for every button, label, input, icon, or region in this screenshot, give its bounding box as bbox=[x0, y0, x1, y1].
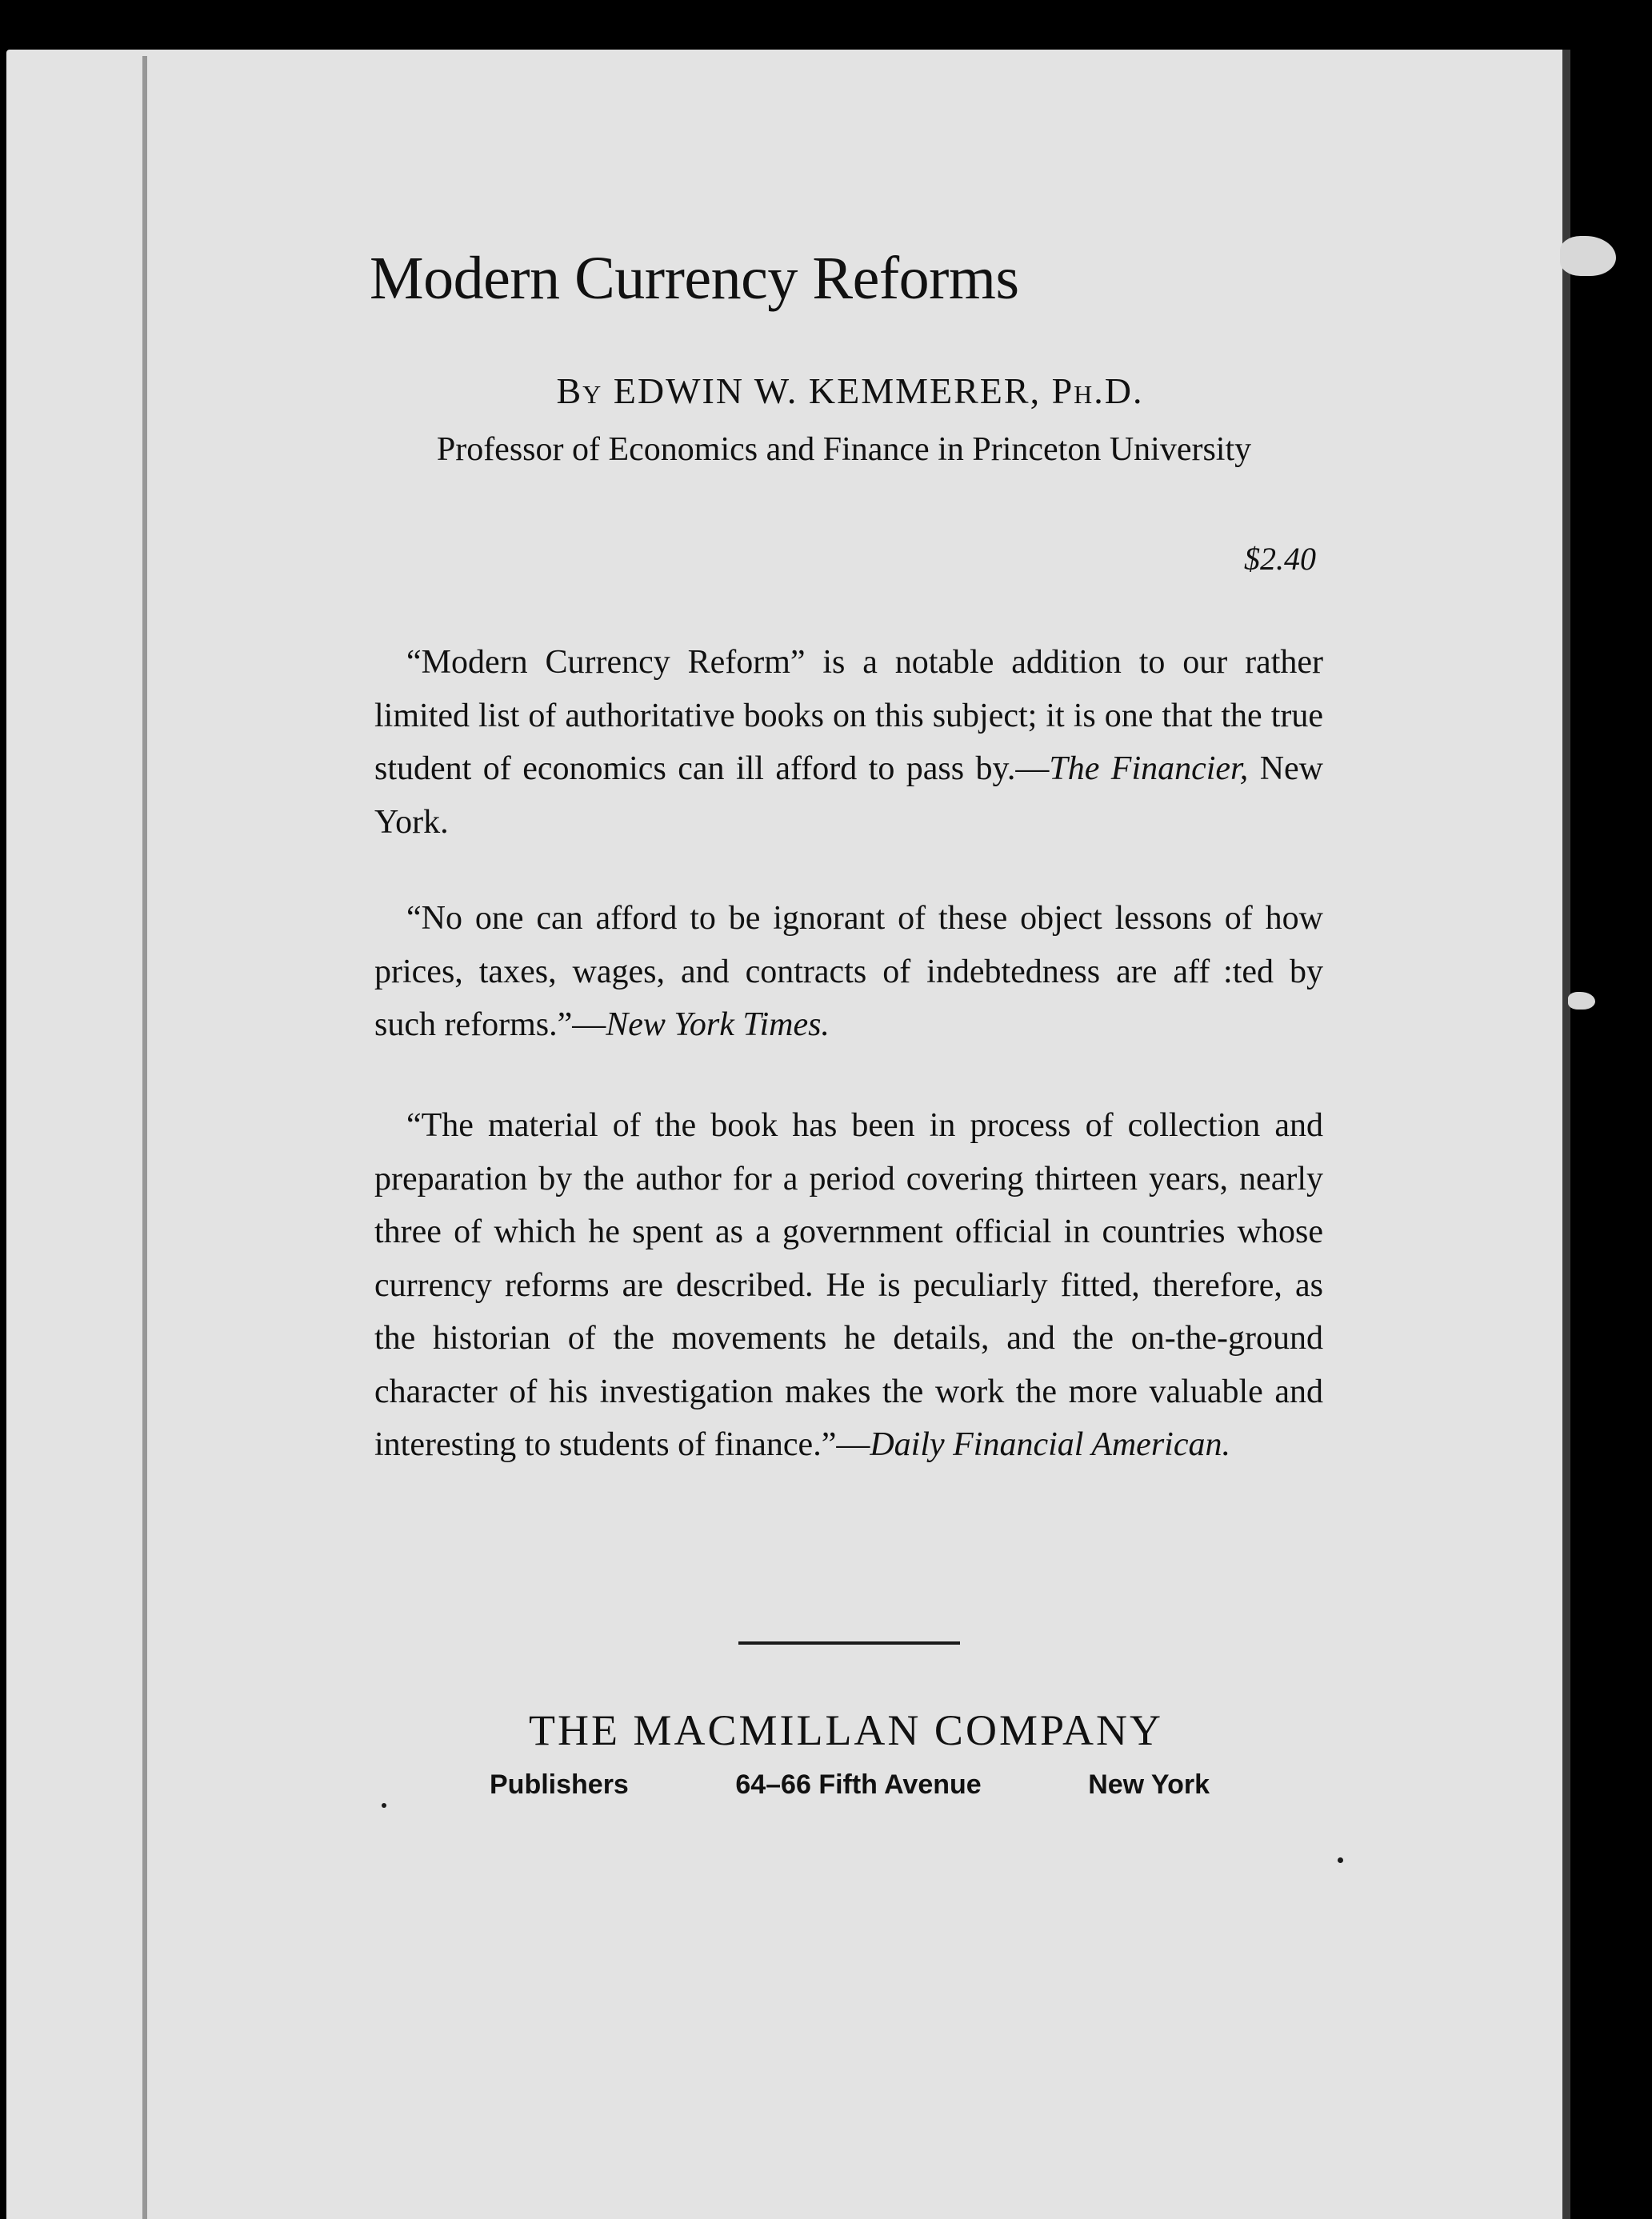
ink-speck bbox=[1338, 1857, 1343, 1863]
book-title: Modern Currency Reforms bbox=[370, 245, 1019, 312]
author-degree: Ph.D. bbox=[1051, 370, 1144, 411]
review-source-suffix: New York. bbox=[374, 750, 1323, 841]
author-affiliation: Professor of Economics and Finance in Princeton University bbox=[436, 431, 1252, 468]
publisher-name: THE MACMILLAN COMPANY bbox=[528, 1706, 1164, 1754]
page-edge-tear bbox=[1568, 992, 1595, 1010]
publisher-city: New York bbox=[1088, 1769, 1210, 1800]
review-text: “Modern Currency Reform” is a notable addition to our rather limited list of authoritative books on this subject; it is one that the true student of economics can ill afford to pass by.— bbox=[374, 644, 1323, 787]
review-text: “The material of the book has been in process of collection and preparation by the author for a period covering thirteen years, nearly three of which he spent as a government official in countries whose currency reforms are described. He is peculiarly fitted, therefore, as the historian of the movements he details, and the on-the-ground character of his investigation makes the work the more valuable and interesting to students of finance.”— bbox=[374, 1107, 1323, 1463]
author-byline bbox=[0, 370, 1652, 412]
review-daily-financial-american bbox=[374, 1099, 1323, 1472]
review-financier bbox=[374, 636, 1323, 849]
publisher-address: 64–66 Fifth Avenue bbox=[735, 1769, 982, 1800]
by-prefix: By bbox=[556, 370, 603, 411]
review-source: Daily Financial American. bbox=[870, 1426, 1230, 1463]
section-divider bbox=[738, 1641, 960, 1645]
page-edge-tear bbox=[1560, 236, 1616, 276]
review-text: “No one can afford to be ignorant of these object lessons of how prices, taxes, wages, and contracts of indebtedness are aff :ted by such reforms.”— bbox=[374, 900, 1323, 1043]
book-price: $2.40 bbox=[1244, 541, 1316, 577]
review-source: The Financier, bbox=[1049, 750, 1249, 787]
publisher-details bbox=[490, 1769, 1210, 1801]
publisher-label: Publishers bbox=[490, 1769, 629, 1800]
ink-speck bbox=[382, 1803, 386, 1808]
review-new-york-times bbox=[374, 892, 1323, 1052]
author-name: EDWIN W. KEMMERER, bbox=[613, 370, 1042, 411]
review-source: New York Times. bbox=[606, 1006, 830, 1043]
